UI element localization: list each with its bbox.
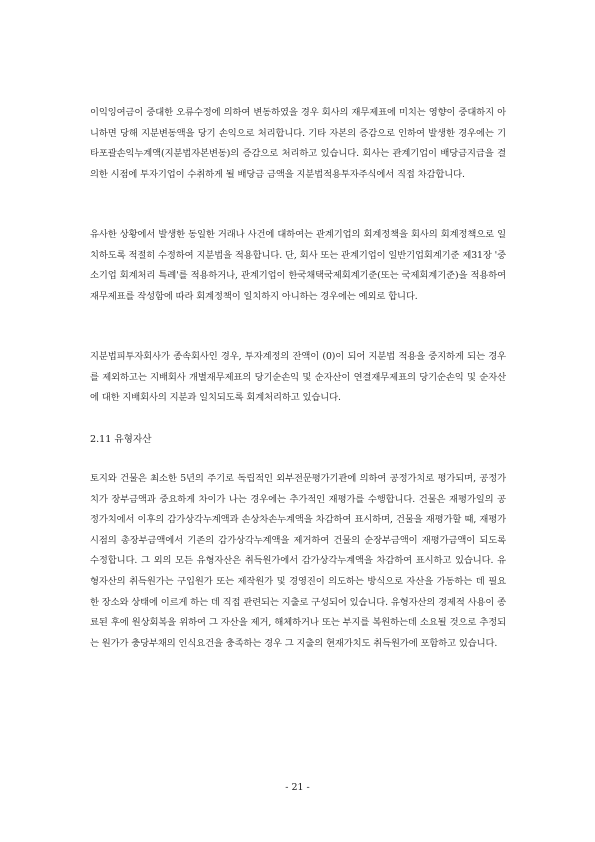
section-heading: 2.11 유형자산 (90, 434, 152, 445)
paragraph-retained-earnings: 이익잉여금이 중대한 오류수정에 의하여 변동하였을 경우 회사의 재무제표에 미치는 영향이 중대하지 아니하면 당해 지분변동액을 당기 손익으로 처리합니다. 기타 자본의 증감으로 인하여 발생한 경우에는 기타포괄손익누계액(지분법자본변동)의 증감으로 처리하고 있습니다. 회사는 관계기업이 배당금지급을 결의한 시점에 투자기업이 수취하게 될 배당금 금액을 지분법적용투자주식에서 직접 차감합니다. (90, 107, 506, 180)
paragraph-accounting-policy-alignment: 유사한 상황에서 발생한 동일한 거래나 사건에 대하여는 관계기업의 회계정책을 회사의 회계정책으로 일치하도록 적절히 수정하여 지분법을 적용합니다. 단, 회사 또는 관계기업이 일반기업회계기준 제31장 '중소기업 회계처리 특례'를 적용하거나, 관계기업이 한국채택국제회계기준(또는 국제회계기준)을 적용하여 재무제표를 작성함에 따라 회계정책이 일치하지 아니하는 경우에는 예외로 합니다. (90, 229, 506, 302)
section-body-tangible-assets: 토지와 건물은 최소한 5년의 주기로 독립적인 외부전문평가기관에 의하여 공정가치로 평가되며, 공정가치가 장부금액과 중요하게 차이가 나는 경우에는 추가적인 재평가를 수행합니다. 건물은 재평가일의 공정가치에서 이후의 감가상각누계액과 손상차손누계액을 차감하여 표시하며, 건물을 재평가할 때, 재평가시점의 총장부금액에서 기존의 감가상각누계액을 제거하여 건물의 순장부금액이 재평가금액이 되도록 수정합니다. 그 외의 모든 유형자산은 취득원가에서 감가상각누계액을 차감하여 표시하고 있습니다. 유형자산의 취득원가는 구입원가 또는 제작원가 및 경영진이 의도하는 방식으로 자산을 가동하는 데 필요한 장소와 상태에 이르게 하는 데 직접 관련되는 지출로 구성되어 있습니다. 유형자산의 경제적 사용이 종료된 후에 원상회복을 위하여 그 자산을 제거, 해체하거나 또는 부지를 복원하는데 소요될 것으로 추정되는 원가가 충당부채의 인식요건을 충족하는 경우 그 지출의 현재가치도 취득원가에 포함하고 있습니다. (90, 473, 506, 649)
paragraph-subsidiary-equity-method: 지분법피투자회사가 종속회사인 경우, 투자계정의 잔액이 (0)이 되어 지분법 적용을 중지하게 되는 경우를 제외하고는 지배회사 개별재무제표의 당기순손익 및 순자산이 연결재무제표의 당기순손익 및 순자산에 대한 지배회사의 지분과 일치되도록 회계처리하고 있습니다. (90, 351, 506, 404)
page-number: - 21 - (285, 782, 310, 793)
